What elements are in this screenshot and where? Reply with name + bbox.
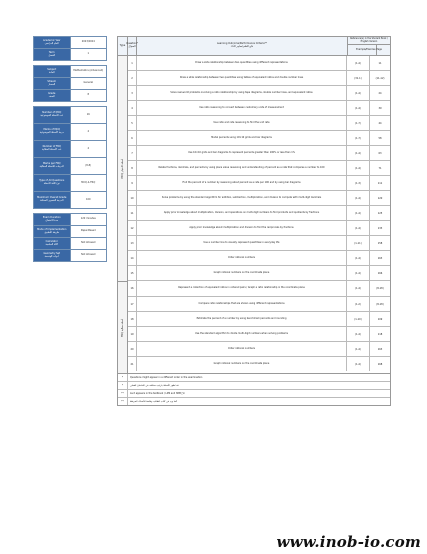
info-row bbox=[33, 226, 107, 238]
table-row bbox=[128, 131, 390, 146]
info-row bbox=[33, 36, 107, 49]
info-row bbox=[33, 106, 107, 124]
exam-info-panel bbox=[33, 36, 107, 262]
page-ref: 166 bbox=[377, 271, 383, 275]
info-value: General bbox=[71, 78, 107, 89]
table-row bbox=[128, 206, 390, 221]
info-value: 100 bbox=[71, 192, 107, 208]
info-row bbox=[33, 192, 107, 209]
footnotes bbox=[117, 374, 391, 406]
footnote-mark: ** bbox=[118, 398, 128, 405]
objective-text: Estimate the percent of a number by using benchmark percents and rounding bbox=[137, 312, 347, 326]
coverage-table bbox=[117, 36, 391, 406]
objective-text: Model percents using 10×10 grids and bar diagrams bbox=[137, 131, 347, 145]
page-ref: (11-12) bbox=[375, 76, 385, 80]
question-number: 21 bbox=[128, 357, 137, 371]
objective-text: Draw a slide relationship between two quantities using different representations bbox=[137, 56, 347, 70]
question-number: 17 bbox=[128, 297, 137, 311]
objective-text: Apply prior knowledge about multiplication, division, and operations on multi-digit numbers to find products and quotients by fractions bbox=[137, 206, 347, 220]
footnote-text: قد تظهر الأسئلة بترتيب مختلف في الامتحان الفعلي bbox=[130, 384, 179, 387]
page-ref: 109 bbox=[377, 317, 383, 321]
site-watermark: www.inob-io.com bbox=[276, 533, 421, 551]
question-number: 7 bbox=[128, 146, 137, 160]
question-number: 4 bbox=[128, 101, 137, 115]
question-number: 19 bbox=[128, 327, 137, 341]
example-ref: (1-4) bbox=[347, 342, 370, 356]
info-value: Paper-Based bbox=[71, 226, 107, 237]
example-ref: (1-4) bbox=[347, 327, 370, 341]
example-ref: (1-4) bbox=[347, 281, 370, 296]
objective-text: Graph rational numbers on the coordinate plane bbox=[137, 266, 347, 280]
table-row bbox=[128, 176, 390, 191]
objective-text: Represent a collection of equivalent ratios in ordered pairs / Graph a ratio relationship in the coordinate plane bbox=[137, 281, 347, 296]
table-row bbox=[128, 116, 390, 131]
example-ref: (1-3) bbox=[347, 176, 370, 190]
table-row bbox=[128, 101, 390, 116]
table-row bbox=[128, 146, 390, 161]
info-label: Marks per FRQ الدرجات للأسئلة المقالية bbox=[34, 158, 71, 174]
table-row bbox=[128, 357, 390, 371]
info-label: Exam Duration مدة الامتحان bbox=[34, 214, 71, 225]
table-row bbox=[128, 56, 390, 71]
page-ref: (8-18) bbox=[376, 287, 384, 290]
info-row bbox=[33, 65, 107, 78]
table-row bbox=[128, 327, 390, 342]
table-row bbox=[128, 236, 390, 251]
table-row bbox=[128, 251, 390, 266]
footnote-text: Questions might appear in a different order in the examination bbox=[130, 376, 203, 379]
page-ref: 11 bbox=[378, 61, 382, 65]
table-row bbox=[128, 281, 390, 297]
question-number: 13 bbox=[128, 236, 137, 250]
info-label: Grade الصف bbox=[34, 90, 71, 101]
header-type: Type bbox=[118, 37, 128, 55]
question-number: 12 bbox=[128, 221, 137, 235]
objective-text: Graph rational numbers on the coordinate plane bbox=[137, 357, 347, 371]
header-objective: Learning Outcome/Performance Criteria** نتاج التعلم/معايير الأداء bbox=[137, 37, 348, 55]
question-number: 1 bbox=[128, 56, 137, 70]
question-number: 10 bbox=[128, 191, 137, 205]
objective-text: Order rational numbers bbox=[137, 342, 347, 356]
info-row bbox=[33, 90, 107, 102]
example-ref: (1-4) bbox=[347, 206, 370, 220]
footnote-mark: ** bbox=[118, 390, 128, 397]
objective-text: Compare ratio relationships that are shown using different representations bbox=[137, 297, 347, 311]
page-ref: 71 bbox=[378, 166, 382, 170]
question-number: 15 bbox=[128, 266, 137, 280]
footnote-row bbox=[118, 382, 390, 390]
table-row bbox=[128, 266, 390, 281]
info-row bbox=[33, 49, 107, 61]
objective-text: Relate fractions, decimals, and percents by using place value reasoning and understanding of percent as a rate that compares a number to 100 bbox=[137, 161, 347, 175]
example-ref: (1-4) bbox=[347, 161, 370, 175]
question-number: 20 bbox=[128, 342, 137, 356]
example-ref: (1-7) bbox=[347, 116, 370, 130]
footnote-mark: * bbox=[118, 374, 128, 381]
table-row bbox=[128, 161, 390, 176]
info-label: Maximum Overall Grade الدرجة القصوى الممكنة bbox=[34, 192, 71, 208]
info-value: 120 minutes bbox=[71, 214, 107, 225]
info-value: Mathematics (Advanced) bbox=[71, 66, 107, 77]
footnote-row bbox=[118, 374, 390, 382]
objective-text: Apply prior knowledge about multiplication and division to find the reciprocals by fractions bbox=[137, 221, 347, 235]
page-ref: (8-18) bbox=[376, 302, 384, 306]
info-value: 4 bbox=[71, 124, 107, 140]
footnote-row bbox=[118, 390, 390, 398]
info-label: Subject المادة bbox=[34, 66, 71, 77]
question-number: 14 bbox=[128, 251, 137, 265]
info-row bbox=[33, 250, 107, 262]
objective-text: Draw a slide relationship between two quantities using tables of equivalent ratios and double number lines bbox=[137, 71, 347, 85]
objective-text: Solve problems by using the standard algorithm for addition, subtraction, multiplication, and division to compute with multi-digit decimals bbox=[137, 191, 347, 205]
header-question: Question* السؤال bbox=[128, 37, 137, 55]
question-type-label: FRQ أسئلة مقالية bbox=[121, 318, 124, 337]
question-number: 11 bbox=[128, 206, 137, 220]
page-ref: 118 bbox=[377, 332, 383, 336]
question-number: 2 bbox=[128, 71, 137, 85]
table-row bbox=[128, 312, 390, 327]
objective-text: Use 10×10 grids and bar diagrams to represent percents greater than 100% or less than 1% bbox=[137, 146, 347, 160]
info-value: 2023/2024 bbox=[71, 37, 107, 48]
info-label: Number of MCQ عدد الأسئلة الموضوعية bbox=[34, 107, 71, 123]
info-row bbox=[33, 158, 107, 175]
question-number: 16 bbox=[128, 281, 137, 296]
question-number: 5 bbox=[128, 116, 137, 130]
example-ref: (1-2) bbox=[347, 297, 370, 311]
info-value: 8 bbox=[71, 90, 107, 101]
footnote-text: As it appears in the textbook / LMS and SMM_Vi bbox=[130, 392, 185, 395]
question-type-column bbox=[118, 56, 128, 373]
page-ref: 158 bbox=[377, 241, 383, 245]
objective-text: Solve real-world problems involving a ratio relationship by using tape diagrams, double number lines, and equivalent ratios bbox=[137, 86, 347, 100]
example-ref: (1-4) bbox=[347, 221, 370, 235]
info-row bbox=[33, 78, 107, 90]
example-ref: (1-4) bbox=[347, 251, 370, 265]
objective-text: Find the percent of a number by reasoning about percent as a rate per 100 and by using bar diagrams bbox=[137, 176, 347, 190]
example-ref: (31-1) bbox=[347, 71, 370, 85]
info-row bbox=[33, 213, 107, 226]
table-row bbox=[128, 297, 390, 312]
info-label: Calculator الآلة الحاسبة bbox=[34, 238, 71, 249]
example-ref: (1-4) bbox=[347, 86, 370, 100]
page-ref: 120 bbox=[377, 196, 383, 200]
question-number: 6 bbox=[128, 131, 137, 145]
objective-text: Use the standard algorithm to divide multi-digit numbers when solving problems bbox=[137, 327, 347, 341]
header-reference: Reference(s) in the Student Book / English Version Example/Exercise Page bbox=[348, 37, 390, 55]
info-label: Number of FRQ عدد الأسئلة المقالية bbox=[34, 141, 71, 157]
footnote-row bbox=[118, 398, 390, 405]
example-ref: (1-4) bbox=[347, 146, 370, 160]
page-ref: 168 bbox=[377, 362, 383, 366]
question-number: 9 bbox=[128, 176, 137, 190]
info-label: Mode of Implementation طريقة التطبيق bbox=[34, 226, 71, 237]
question-number: 3 bbox=[128, 86, 137, 100]
info-label: Marks of MCQ درجة الأسئلة الموضوعية bbox=[34, 124, 71, 140]
info-value: Not Allowed bbox=[71, 238, 107, 249]
table-header bbox=[117, 36, 391, 56]
info-row bbox=[33, 141, 107, 158]
info-row bbox=[33, 238, 107, 250]
table-row bbox=[128, 191, 390, 206]
info-label: Type of All Questions نوع كافة الأسئلة bbox=[34, 175, 71, 191]
page-ref: 111 bbox=[377, 181, 383, 185]
example-ref: (1-7) bbox=[347, 131, 370, 145]
info-value: 16 bbox=[71, 107, 107, 123]
page-ref: 58 bbox=[378, 136, 382, 140]
page-ref: 163 bbox=[377, 256, 383, 260]
footnote-text: كما ورد في كتاب الطالب وقائمة الأهداف المرفقة bbox=[130, 400, 177, 403]
page-ref: 39 bbox=[378, 106, 382, 110]
page-ref: 163 bbox=[377, 347, 383, 351]
info-value: 4 bbox=[71, 141, 107, 157]
objective-text: Use ratio and rate reasoning to find the unit rate bbox=[137, 116, 347, 130]
header-example: Example/Exercise bbox=[356, 45, 376, 55]
info-value: 1 bbox=[71, 49, 107, 60]
example-ref: (1-10) bbox=[347, 312, 370, 326]
info-row bbox=[33, 175, 107, 192]
example-ref: (1-11) bbox=[347, 236, 370, 250]
example-ref: (1-4) bbox=[347, 266, 370, 280]
info-label: Geometry Set أدوات الهندسة bbox=[34, 250, 71, 261]
question-type-label: MCQ أسئلة الاختيار bbox=[118, 56, 127, 282]
table-row bbox=[128, 342, 390, 357]
table-row bbox=[128, 71, 390, 86]
page-ref: 133 bbox=[377, 226, 383, 230]
table-row bbox=[128, 221, 390, 236]
info-value: (8-8) bbox=[71, 158, 107, 174]
example-ref: (1-4) bbox=[347, 56, 370, 70]
table-row bbox=[128, 86, 390, 101]
page-ref: 24 bbox=[378, 91, 382, 95]
footnote-mark: * bbox=[118, 382, 128, 389]
example-ref: (1-4) bbox=[347, 357, 370, 371]
page-ref: 44 bbox=[378, 121, 382, 125]
page-ref: 125 bbox=[377, 211, 383, 215]
objective-text: Use ratio reasoning to convert between customary units of measurement bbox=[137, 101, 347, 115]
example-ref: (1-4) bbox=[347, 191, 370, 205]
question-number: 18 bbox=[128, 312, 137, 326]
info-label: Stream المسار bbox=[34, 78, 71, 89]
objective-text: Use a number line to visually represent quantities in everyday life bbox=[137, 236, 347, 250]
objective-text: Order rational numbers bbox=[137, 251, 347, 265]
example-ref: (1-4) bbox=[347, 101, 370, 115]
page-ref: 63 bbox=[378, 151, 382, 155]
info-value: MCQ & FRQ bbox=[71, 175, 107, 191]
info-row bbox=[33, 124, 107, 141]
question-number: 8 bbox=[128, 161, 137, 175]
info-label: Academic Year العام الدراسي bbox=[34, 37, 71, 48]
header-page: Page bbox=[376, 47, 382, 51]
info-label: Term الفصل bbox=[34, 49, 71, 60]
info-value: Not Allowed bbox=[71, 250, 107, 261]
